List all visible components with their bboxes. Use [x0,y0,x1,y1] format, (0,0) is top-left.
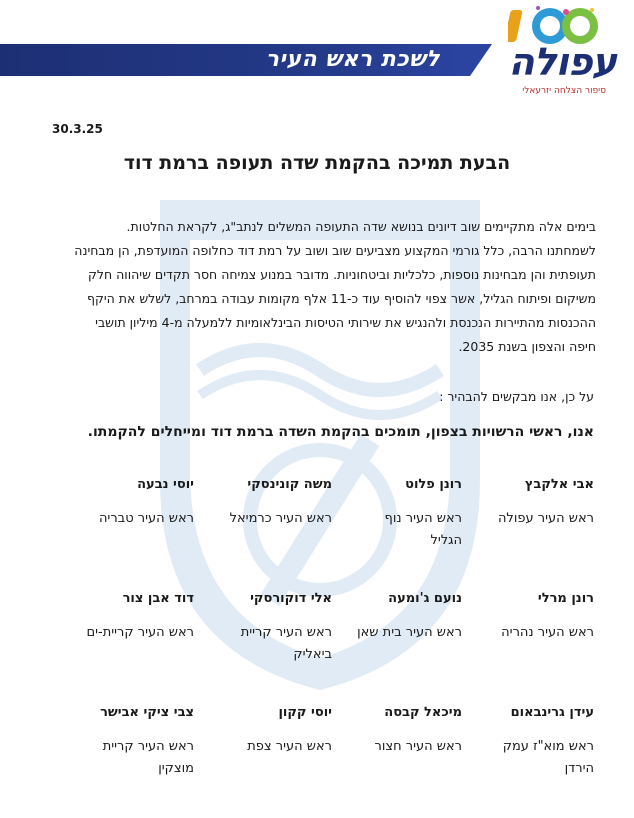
body-line: חיפה והצפון בשנת 2035. [458,339,596,354]
signatory-title: ראש העיר צפת [247,739,332,754]
signatory [354,588,462,644]
signatory-name: רונן מרלי [537,591,594,606]
request-line: על כן, אנו מבקשים להבהיר : [439,389,594,404]
signatory-title: ראש העיר בית שאן [357,625,462,640]
signatory [342,702,462,758]
body-line: משיקום ופיתוח הגליל, אשר צפוי להוסיף עוד כ-11 אלף מקומות עבודה במרחב, לשלש את היקף [86,291,596,306]
letter-body [44,215,596,359]
signatory-name: משה קונינסקי [247,477,332,492]
body-line: ההכנסות מהתיירות הנכנסת ולהנגיש את שירותי הטיסות הבינלאומיות ללמעלה מ-4 מיליון תושבי [95,315,596,330]
support-statement: אנו, ראשי הרשויות בצפון, תומכים בהקמת השדה ברמת דוד ומייחלים להקמתו. [87,424,594,440]
signatory-title: ראש העיר קריית מוצקין [102,739,194,776]
signatory-title: ראש העיר טבריה [98,511,194,526]
mayor-office-title: לשכת ראש העיר [265,47,440,72]
signatory [474,588,594,644]
signatory [74,474,194,530]
body-line: לשמחתנו הרבה, כלל גורמי המקצוע מצביעים שוב ושוב על רמת דוד כחלופה המועדפת, הן מבחינה [74,243,596,258]
signatory [212,474,332,530]
letter-title: הבעת תמיכה בהקמת שדה תעופה ברמת דוד [123,152,511,174]
letter-date: 30.3.25 [52,122,103,136]
signatory-name: דוד אבן צור [122,591,194,606]
signatory-title: ראש העיר נהריה [501,625,594,640]
signatory [482,702,594,780]
signatory-title: ראש העיר קריית ביאליק [240,625,332,662]
signatory-title: ראש מוא"ז עמק הירדן [502,739,594,776]
signatory-title: ראש העיר עפולה [497,511,594,526]
body-line: תעופתית והן מבחינות נוספות, כלכליות וביטחוניות. מדובר במנוע צמיחה חסר תקדים שיהווה חלק [88,267,596,282]
signatory-name: יוסי נבעה [137,477,194,492]
header-band [0,44,470,76]
signatory-name: נועם ג'ומעה [388,591,462,606]
signatory-name: אבי אלקבץ [524,477,594,492]
logo-wordmark: עפולה [508,40,616,84]
signatory-name: צבי ציקי אבישר [100,705,194,720]
body-line: בימים אלה מתקיימים שוב דיונים בנושא שדה התעופה המשלים לנתב"ג, לקראת החלטות. [126,219,596,234]
signatory [217,588,332,666]
signatory-name: יוסי קקון [278,705,332,720]
signatory-title: ראש העיר נוף הגליל [384,511,462,548]
signatory-name: אלי דוקורסקי [250,591,332,606]
logo-tagline: סיפור הצלחה יזרעאלי [522,86,606,96]
signatory-name: עידן גרינבאום [510,705,594,720]
signatory [354,474,462,552]
signatory-title: ראש העיר קריית-ים [86,625,194,640]
signatory-title: ראש העיר כרמיאל [229,511,332,526]
signatory-title: ראש העיר חצור [374,739,462,754]
signatory [82,588,194,644]
signatory [474,474,594,530]
city-logo [470,4,620,100]
signatory-name: רונן פלוט [405,477,462,492]
signatory [212,702,332,758]
signatory [82,702,194,780]
signatory-name: מיכאל קבסה [384,705,462,720]
